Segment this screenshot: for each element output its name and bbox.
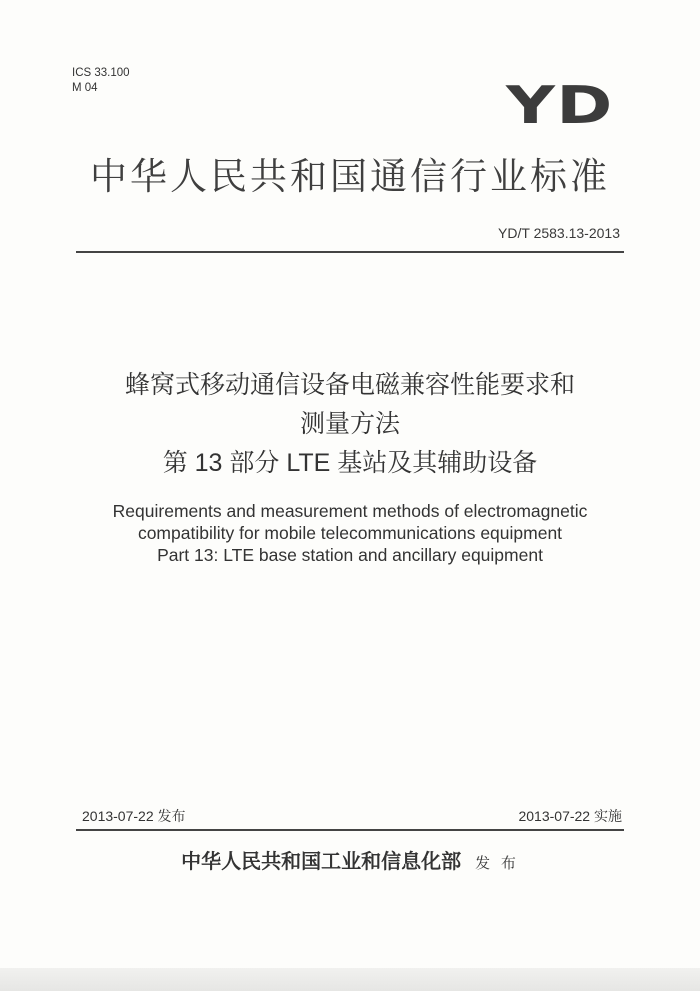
english-title-line-2: compatibility for mobile telecommunications equipment [137, 523, 563, 543]
standard-number: YD/T 2583.13-2013 [498, 225, 620, 241]
chinese-title-line-2: 测量方法 [299, 410, 400, 438]
classification-block [72, 66, 130, 96]
publisher-name: 中华人民共和国工业和信息化部 [181, 849, 462, 873]
standard-title: 中华人民共和国通信行业标准 [90, 156, 610, 197]
chinese-title [0, 366, 700, 483]
publisher-suffix: 发 布 [475, 854, 519, 872]
english-title-line-1: Requirements and measurement methods of electromagnetic [112, 501, 588, 521]
ics-code: ICS 33.100 [72, 67, 130, 79]
category-code: M 04 [72, 82, 98, 94]
implement-date: 2013-07-22 实施 [518, 808, 622, 824]
publisher-line [0, 845, 700, 874]
chinese-title-line-3: 第 13 部分 LTE 基站及其辅助设备 [162, 449, 538, 477]
top-divider [76, 251, 624, 253]
english-title-line-3: Part 13: LTE base station and ancillary equipment [157, 545, 543, 565]
page-bottom-edge [0, 968, 700, 991]
bottom-divider [76, 829, 624, 831]
yd-logo: YD [506, 76, 614, 136]
chinese-title-line-1: 蜂窝式移动通信设备电磁兼容性能要求和 [124, 371, 575, 399]
publish-date: 2013-07-22 发布 [82, 808, 186, 824]
english-title [0, 500, 700, 566]
